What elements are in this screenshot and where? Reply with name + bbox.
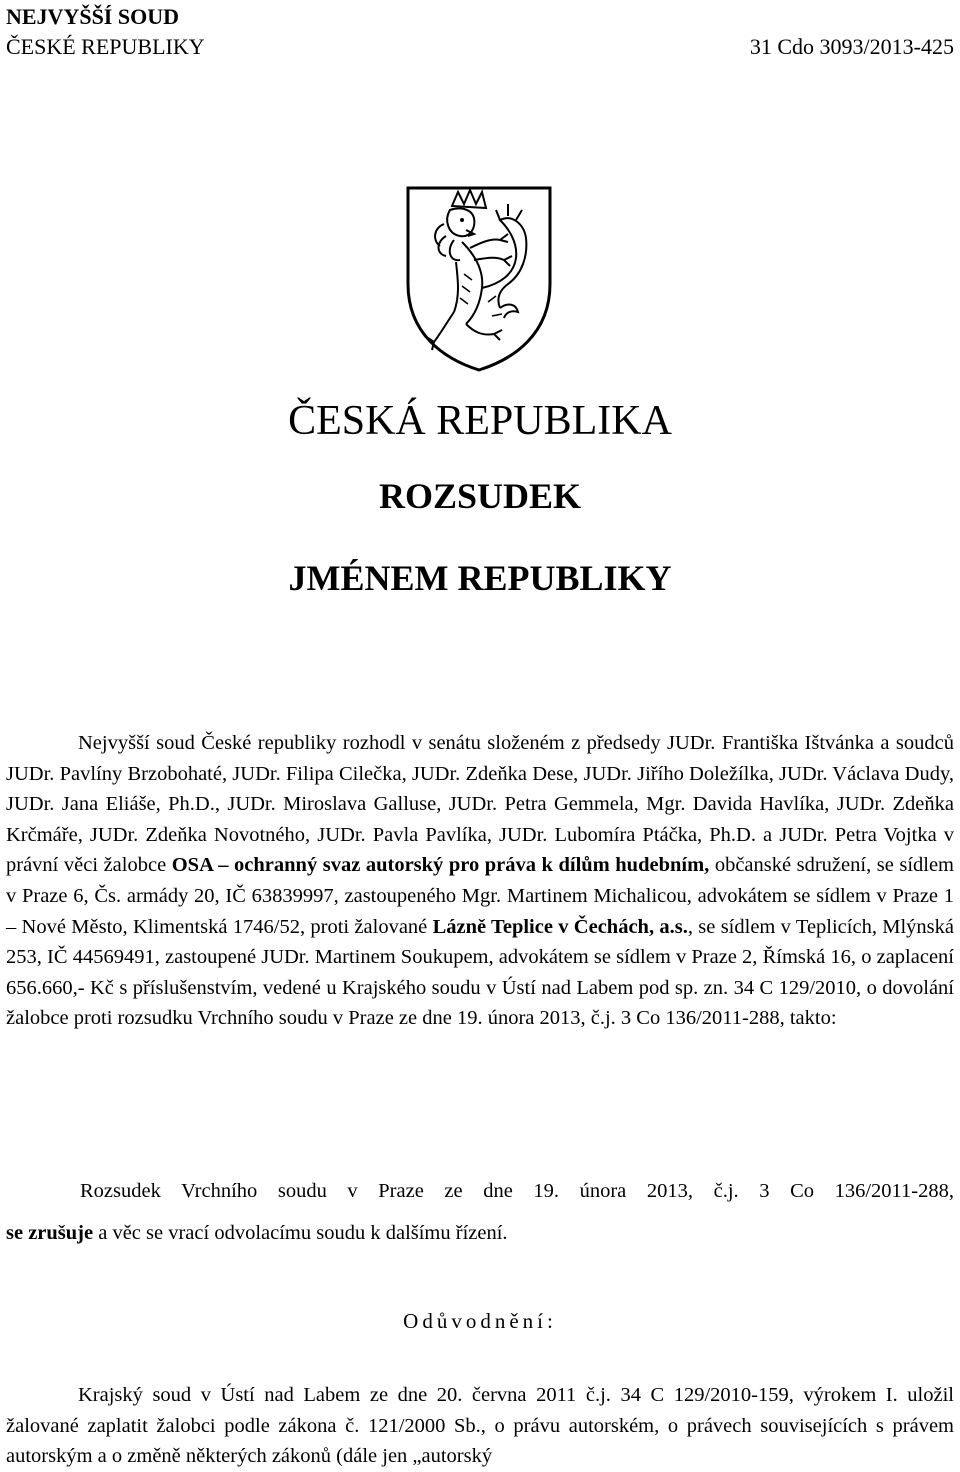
court-name-line1: NEJVYŠŠÍ SOUD [6,4,179,29]
verdict-line: Rozsudek Vrchního soudu v Praze ze dne 19. února 2013, č.j. 3 Co 136/2011-288, [80,1180,954,1202]
title-czech-republic: ČESKÁ REPUBLIKA [288,398,672,444]
verdict-annulled: se zrušuje [6,1222,94,1244]
court-name-line2: ČESKÉ REPUBLIKY [6,34,205,59]
intro-text-part2: občanské sdružení, se sídlem v Praze 6, Čs. armády 20, IČ 63839997, zastoupeného Mgr. Martinem Michalicou, advokátem se sídlem v Praze 1 – Nové Město, Klimentská 1746/52, proti žalované [6,854,955,938]
intro-paragraph [6,728,954,1034]
reasoning-text: Krajský soud v Ústí nad Labem ze dne 20. června 2011 č.j. 34 C 129/2010-159, výrokem I. uložil žalované zaplatit žalobci podle zákona č. 121/2000 Sb., o právu autorském, o právech souvisejících s právem autorským a o změně některých zákonů (dále jen „autorský [6,1384,954,1468]
reasoning-paragraph [6,1380,954,1472]
czech-lion-coat-of-arms-icon [404,184,554,374]
case-number: 31 Cdo 3093/2013-425 [749,34,954,59]
title-judgment: ROZSUDEK [378,476,582,516]
plaintiff-name: OSA – ochranný svaz autorský pro práva k dílům hudebním, [171,854,710,877]
verdict-decision [6,1218,508,1248]
reasoning-heading: Odůvodnění: [403,1309,557,1333]
title-in-name-of-republic: JMÉNEM REPUBLIKY [288,558,672,598]
intro-text-part3: , se sídlem v Teplicích, Mlýnská 253, IČ 44569491, zastoupené JUDr. Martinem Soukupem, advokátem se sídlem v Praze 2, Římská 16, o zaplacení 656.660,- Kč s příslušenstvím, vedené u Krajského soudu v Ústí nad Labem pod sp. zn. 34 C 129/2010, o dovolání žalobce proti rozsudku Vrchního soudu v Praze ze dne 19. února 2013, č.j. 3 Co 136/2011-288, takto: [6,915,955,1030]
verdict-rest: a věc se vrací odvolacímu soudu k dalšímu řízení. [93,1222,508,1244]
intro-text-part1: Nejvyšší soud České republiky rozhodl v senátu složeném z předsedy JUDr. Františka Ištvánka a soudců JUDr. Pavlíny Brzobohaté, JUDr. Filipa Cilečka, JUDr. Zdeňka Dese, JUDr. Jiřího Doležílka, JUDr. Václava Dudy, JUDr. Jana Eliáše, Ph.D., JUDr. Miroslava Galluse, JUDr. Petra Gemmela, Mgr. Davida Havlíka, JUDr. Zdeňka Krčmáře, JUDr. Zdeňka Novotného, JUDr. Pavla Pavlíka, JUDr. Lubomíra Ptáčka, Ph.D. a JUDr. Petra Vojtka v právní věci žalobce [6,732,954,877]
court-name-block [6,2,205,62]
defendant-name: Lázně Teplice v Čechách, a.s. [432,915,688,938]
